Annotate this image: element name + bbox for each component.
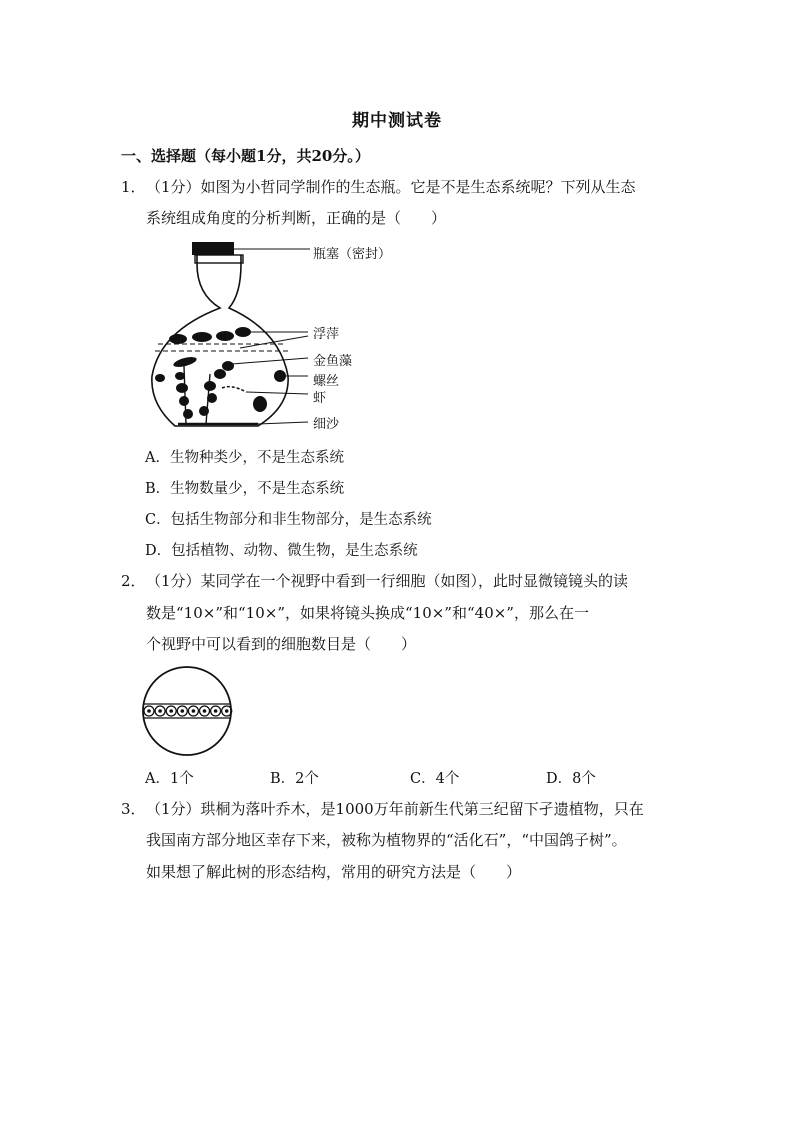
bottle-stopper <box>192 242 234 255</box>
label-sand: 细沙 <box>313 417 340 432</box>
question-2-text-line-1: （1分）某同学在一个视野中看到一行细胞（如图），此时显微镜镜头的读 <box>146 572 629 590</box>
question-1-option-a[interactable]: A．生物种类少，不是生态系统 <box>145 450 344 466</box>
question-2-option-a[interactable]: A．1个 <box>145 771 194 787</box>
duckweed-mark <box>169 334 187 344</box>
question-2-text-line-3: 个视野中可以看到的细胞数目是（ ） <box>146 635 417 653</box>
hornwort-mark <box>155 355 234 419</box>
label-stopper: 瓶塞（密封） <box>313 247 392 262</box>
question-1-option-b[interactable]: B．生物数量少，不是生态系统 <box>145 481 345 497</box>
snail-mark <box>274 370 286 382</box>
question-2-option-b[interactable]: B．2个 <box>270 771 319 787</box>
page-title: 期中测试卷 <box>352 111 442 131</box>
question-2-option-d[interactable]: D．8个 <box>546 771 596 787</box>
label-shrimp: 虾 <box>313 391 327 406</box>
question-3-text-line-2: 我国南方部分地区幸存下来，被称为植物界的“活化石”，“中国鸽子树”。 <box>146 831 627 849</box>
label-snail: 螺丝 <box>313 374 340 389</box>
question-1-number: 1． <box>121 178 146 196</box>
cell-nucleus <box>192 709 196 713</box>
question-1-text-line-2: 系统组成角度的分析判断，正确的是（ ） <box>146 209 447 227</box>
question-3-text-line-3: 如果想了解此树的形态结构，常用的研究方法是（ ） <box>146 863 522 881</box>
question-1-text-line-1: （1分）如图为小哲同学制作的生态瓶。它是不是生态系统呢？下列从生态 <box>146 178 636 196</box>
question-1-option-d[interactable]: D．包括植物、动物、微生物，是生态系统 <box>145 543 418 559</box>
question-3-text-line-1: （1分）珙桐为落叶乔木，是1000万年前新生代第三纪留下孑遗植物，只在 <box>146 800 644 818</box>
cell-nucleus <box>158 709 162 713</box>
question-2-text-line-2: 数是“10×”和“10×”，如果将镜头换成“10×”和“40×”，那么在一 <box>146 604 589 622</box>
cell-nucleus <box>225 709 229 713</box>
question-2-number: 2． <box>121 572 146 590</box>
section-heading: 一、选择题（每小题1分，共20分。） <box>121 147 370 165</box>
question-3-number: 3． <box>121 800 146 818</box>
cell-nucleus <box>203 709 207 713</box>
cell-nucleus <box>214 709 218 713</box>
shrimp-mark <box>222 387 246 392</box>
cell-nucleus <box>169 709 173 713</box>
cell-nucleus <box>181 709 185 713</box>
cell-nucleus <box>147 709 151 713</box>
question-1-option-c[interactable]: C．包括生物部分和非生物部分，是生态系统 <box>145 512 432 528</box>
microscope-field-figure <box>140 664 236 760</box>
question-2-option-c[interactable]: C．4个 <box>410 771 460 787</box>
ecosystem-bottle-figure <box>140 236 400 436</box>
label-hornwort: 金鱼藻 <box>313 354 353 369</box>
label-duckweed: 浮萍 <box>313 327 340 342</box>
